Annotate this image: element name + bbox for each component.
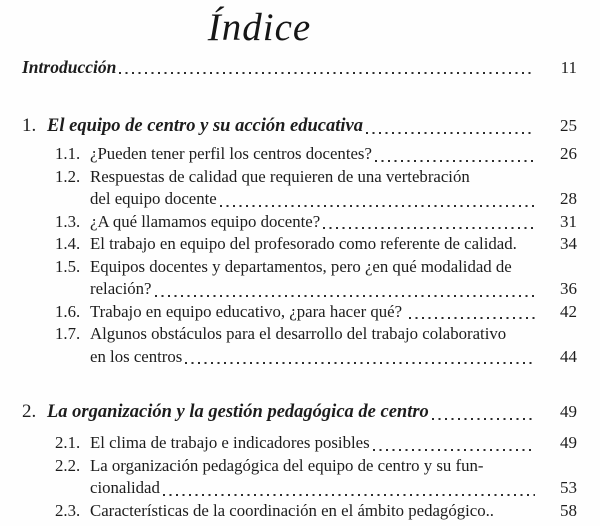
dot-leader xyxy=(373,449,535,451)
dot-leader xyxy=(185,362,535,364)
page-number: 49 xyxy=(560,402,577,421)
entry-label-continuation: en los centros xyxy=(90,346,183,366)
dot-leader xyxy=(432,418,535,420)
entry-number: 1.1. xyxy=(55,144,81,163)
entry-number: 2.3. xyxy=(55,500,81,520)
toc-entry-chapter-2 xyxy=(22,400,577,424)
page-title: Índice xyxy=(207,6,312,49)
entry-number: 2.1. xyxy=(55,433,81,452)
entry-number: 1.2. xyxy=(55,166,81,186)
toc-entry-2-2 xyxy=(22,455,577,500)
entry-label-continuation: del equipo docente xyxy=(90,189,217,208)
entry-number: 2.2. xyxy=(55,455,81,475)
page-number: 44 xyxy=(560,346,577,366)
entry-label: Características de la coordinación en el ámbito pedagógico.. xyxy=(90,500,494,520)
dot-leader xyxy=(323,227,535,229)
entry-label: El trabajo en equipo del profesorado como referente de calidad. xyxy=(90,234,517,253)
entry-number: 1.4. xyxy=(55,234,81,253)
entry-label: Equipos docentes y departamentos, pero ¿en qué modalidad de xyxy=(90,256,512,276)
toc-entry-chapter-1 xyxy=(22,114,577,138)
chapter-1 xyxy=(22,114,577,368)
dot-leader xyxy=(375,160,535,162)
spacer xyxy=(520,250,535,252)
entry-label: ¿Pueden tener perfil los centros docentes? xyxy=(90,144,372,163)
toc-entry-1-3 xyxy=(22,211,577,234)
entry-label-continuation: cionalidad xyxy=(90,478,160,497)
page-number: 53 xyxy=(560,478,577,497)
chapter-title: La organización y la gestión pedagógica de centro xyxy=(47,402,429,422)
dot-leader xyxy=(409,317,535,319)
page-number: 34 xyxy=(560,234,577,253)
entry-label: ¿A qué llamamos equipo docente? xyxy=(90,211,321,231)
toc-entry-2-3 xyxy=(22,500,577,523)
dot-leader xyxy=(119,72,535,74)
toc-entry-1-6 xyxy=(22,301,577,324)
entry-label: Introducción xyxy=(22,57,117,77)
page-number: 28 xyxy=(560,189,577,208)
page-number: 42 xyxy=(560,301,577,321)
toc-entry-introduccion xyxy=(22,57,577,78)
entry-number: 1.7. xyxy=(55,324,81,343)
toc-entry-1-5 xyxy=(22,256,577,301)
entry-number: 1.3. xyxy=(55,211,81,231)
page-number: 49 xyxy=(560,433,577,452)
page-number: 26 xyxy=(560,144,577,163)
chapter-number: 2. xyxy=(22,401,37,422)
toc-entry-2-1 xyxy=(22,432,577,455)
entry-number: 1.6. xyxy=(55,301,81,321)
dot-leader xyxy=(155,295,536,297)
dot-leader xyxy=(220,205,535,207)
page-number: 36 xyxy=(560,279,577,298)
entry-label: Respuestas de calidad que requieren de una vertebración xyxy=(90,166,470,186)
toc-entry-1-1 xyxy=(22,143,577,166)
entry-label-continuation: relación? xyxy=(90,279,152,298)
chapter-2 xyxy=(22,400,577,522)
entry-label: La organización pedagógica del equipo de centro y su fun- xyxy=(90,455,484,475)
entry-label: Algunos obstáculos para el desarrollo del trabajo colaborativo xyxy=(90,324,507,343)
toc-entry-1-4 xyxy=(22,233,577,256)
page-number: 31 xyxy=(560,211,577,231)
page-number: 25 xyxy=(560,116,577,135)
dot-leader xyxy=(163,494,535,496)
chapter-1-items xyxy=(22,143,577,368)
chapter-number: 1. xyxy=(22,115,37,136)
chapter-title: El equipo de centro y su acción educativa xyxy=(47,116,364,136)
toc-entry-1-2 xyxy=(22,166,577,211)
page-number: 11 xyxy=(560,58,577,77)
toc-entry-1-7 xyxy=(22,323,577,368)
entry-label: Trabajo en equipo educativo, ¿para hacer qué? xyxy=(90,301,407,321)
dot-leader xyxy=(366,132,535,134)
chapter-2-items xyxy=(22,432,577,522)
entry-label: El clima de trabajo e indicadores posibles xyxy=(90,433,370,452)
entry-number: 1.5. xyxy=(55,256,81,276)
page-number: 58 xyxy=(560,500,577,520)
spacer xyxy=(497,516,535,518)
